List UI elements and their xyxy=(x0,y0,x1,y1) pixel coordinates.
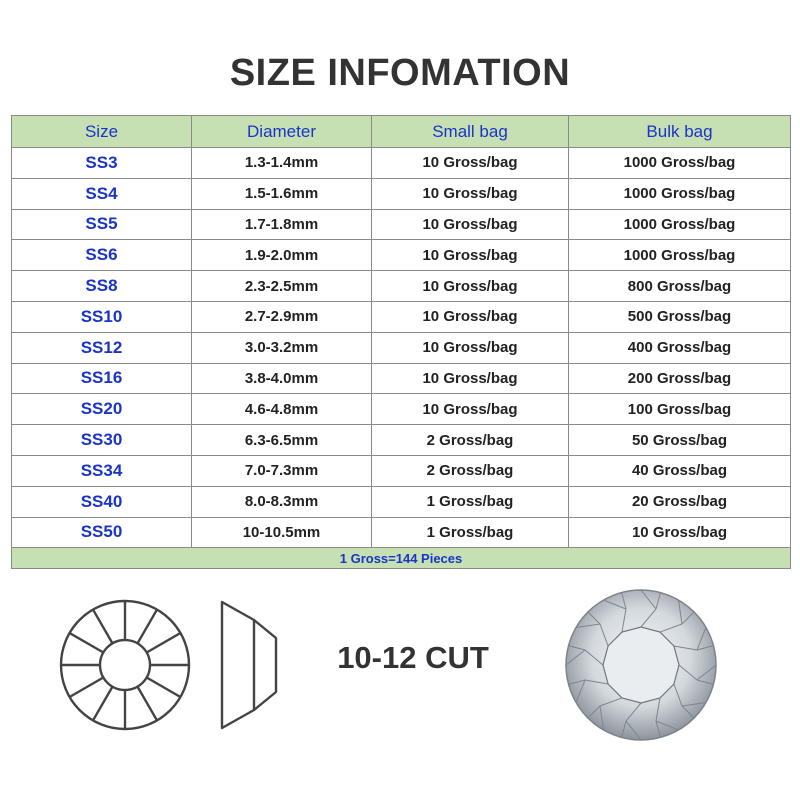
size-cell: SS5 xyxy=(12,209,192,240)
small-bag-cell: 10 Gross/bag xyxy=(372,209,569,240)
header-size: Size xyxy=(12,116,192,148)
diameter-cell: 1.5-1.6mm xyxy=(192,178,372,209)
bulk-bag-cell: 50 Gross/bag xyxy=(569,425,791,456)
table-row xyxy=(12,271,791,302)
diameter-cell: 2.7-2.9mm xyxy=(192,301,372,332)
small-bag-cell: 2 Gross/bag xyxy=(372,455,569,486)
table-footer-row xyxy=(12,548,791,569)
cut-label: 10-12 CUT xyxy=(337,640,489,675)
diameter-cell: 1.7-1.8mm xyxy=(192,209,372,240)
bulk-bag-cell: 500 Gross/bag xyxy=(569,301,791,332)
table-row xyxy=(12,332,791,363)
bulk-bag-cell: 1000 Gross/bag xyxy=(569,240,791,271)
header-diameter: Diameter xyxy=(192,116,372,148)
small-bag-cell: 1 Gross/bag xyxy=(372,517,569,548)
diameter-cell: 1.3-1.4mm xyxy=(192,148,372,179)
small-bag-cell: 10 Gross/bag xyxy=(372,301,569,332)
diameter-cell: 7.0-7.3mm xyxy=(192,455,372,486)
bulk-bag-cell: 200 Gross/bag xyxy=(569,363,791,394)
header-bulk-bag: Bulk bag xyxy=(569,116,791,148)
size-cell: SS30 xyxy=(12,425,192,456)
table-row xyxy=(12,394,791,425)
small-bag-cell: 10 Gross/bag xyxy=(372,178,569,209)
size-cell: SS16 xyxy=(12,363,192,394)
size-cell: SS4 xyxy=(12,178,192,209)
bulk-bag-cell: 20 Gross/bag xyxy=(569,486,791,517)
table-row xyxy=(12,240,791,271)
bulk-bag-cell: 100 Gross/bag xyxy=(569,394,791,425)
gross-note: 1 Gross=144 Pieces xyxy=(12,548,791,569)
diameter-cell: 1.9-2.0mm xyxy=(192,240,372,271)
table-row xyxy=(12,425,791,456)
size-cell: SS12 xyxy=(12,332,192,363)
table-row xyxy=(12,517,791,548)
bulk-bag-cell: 400 Gross/bag xyxy=(569,332,791,363)
table-row xyxy=(12,209,791,240)
size-cell: SS3 xyxy=(12,148,192,179)
diameter-cell: 4.6-4.8mm xyxy=(192,394,372,425)
bulk-bag-cell: 1000 Gross/bag xyxy=(569,209,791,240)
size-cell: SS6 xyxy=(12,240,192,271)
bulk-bag-cell: 10 Gross/bag xyxy=(569,517,791,548)
page-title: SIZE INFOMATION xyxy=(229,52,571,94)
diameter-cell: 10-10.5mm xyxy=(192,517,372,548)
size-cell: SS8 xyxy=(12,271,192,302)
table-row xyxy=(12,486,791,517)
table-header-row xyxy=(12,116,791,148)
size-cell: SS20 xyxy=(12,394,192,425)
diameter-cell: 8.0-8.3mm xyxy=(192,486,372,517)
table-row xyxy=(12,148,791,179)
small-bag-cell: 10 Gross/bag xyxy=(372,363,569,394)
diameter-cell: 6.3-6.5mm xyxy=(192,425,372,456)
rhinestone-side-profile-icon xyxy=(214,600,284,730)
small-bag-cell: 10 Gross/bag xyxy=(372,148,569,179)
small-bag-cell: 10 Gross/bag xyxy=(372,271,569,302)
table-body xyxy=(12,148,791,548)
small-bag-cell: 10 Gross/bag xyxy=(372,332,569,363)
crystal-rhinestone-photo-icon xyxy=(563,587,719,743)
size-cell: SS50 xyxy=(12,517,192,548)
small-bag-cell: 10 Gross/bag xyxy=(372,240,569,271)
size-cell: SS34 xyxy=(12,455,192,486)
small-bag-cell: 1 Gross/bag xyxy=(372,486,569,517)
size-cell: SS40 xyxy=(12,486,192,517)
table-row xyxy=(12,363,791,394)
size-cell: SS10 xyxy=(12,301,192,332)
diameter-cell: 2.3-2.5mm xyxy=(192,271,372,302)
bulk-bag-cell: 40 Gross/bag xyxy=(569,455,791,486)
table-row xyxy=(12,178,791,209)
diameter-cell: 3.8-4.0mm xyxy=(192,363,372,394)
small-bag-cell: 2 Gross/bag xyxy=(372,425,569,456)
bulk-bag-cell: 800 Gross/bag xyxy=(569,271,791,302)
table-row xyxy=(12,301,791,332)
illustrations xyxy=(0,580,800,800)
rhinestone-top-view-icon xyxy=(58,598,192,732)
bulk-bag-cell: 1000 Gross/bag xyxy=(569,178,791,209)
small-bag-cell: 10 Gross/bag xyxy=(372,394,569,425)
bulk-bag-cell: 1000 Gross/bag xyxy=(569,148,791,179)
size-table xyxy=(11,115,791,569)
table-row xyxy=(12,455,791,486)
diameter-cell: 3.0-3.2mm xyxy=(192,332,372,363)
header-small-bag: Small bag xyxy=(372,116,569,148)
